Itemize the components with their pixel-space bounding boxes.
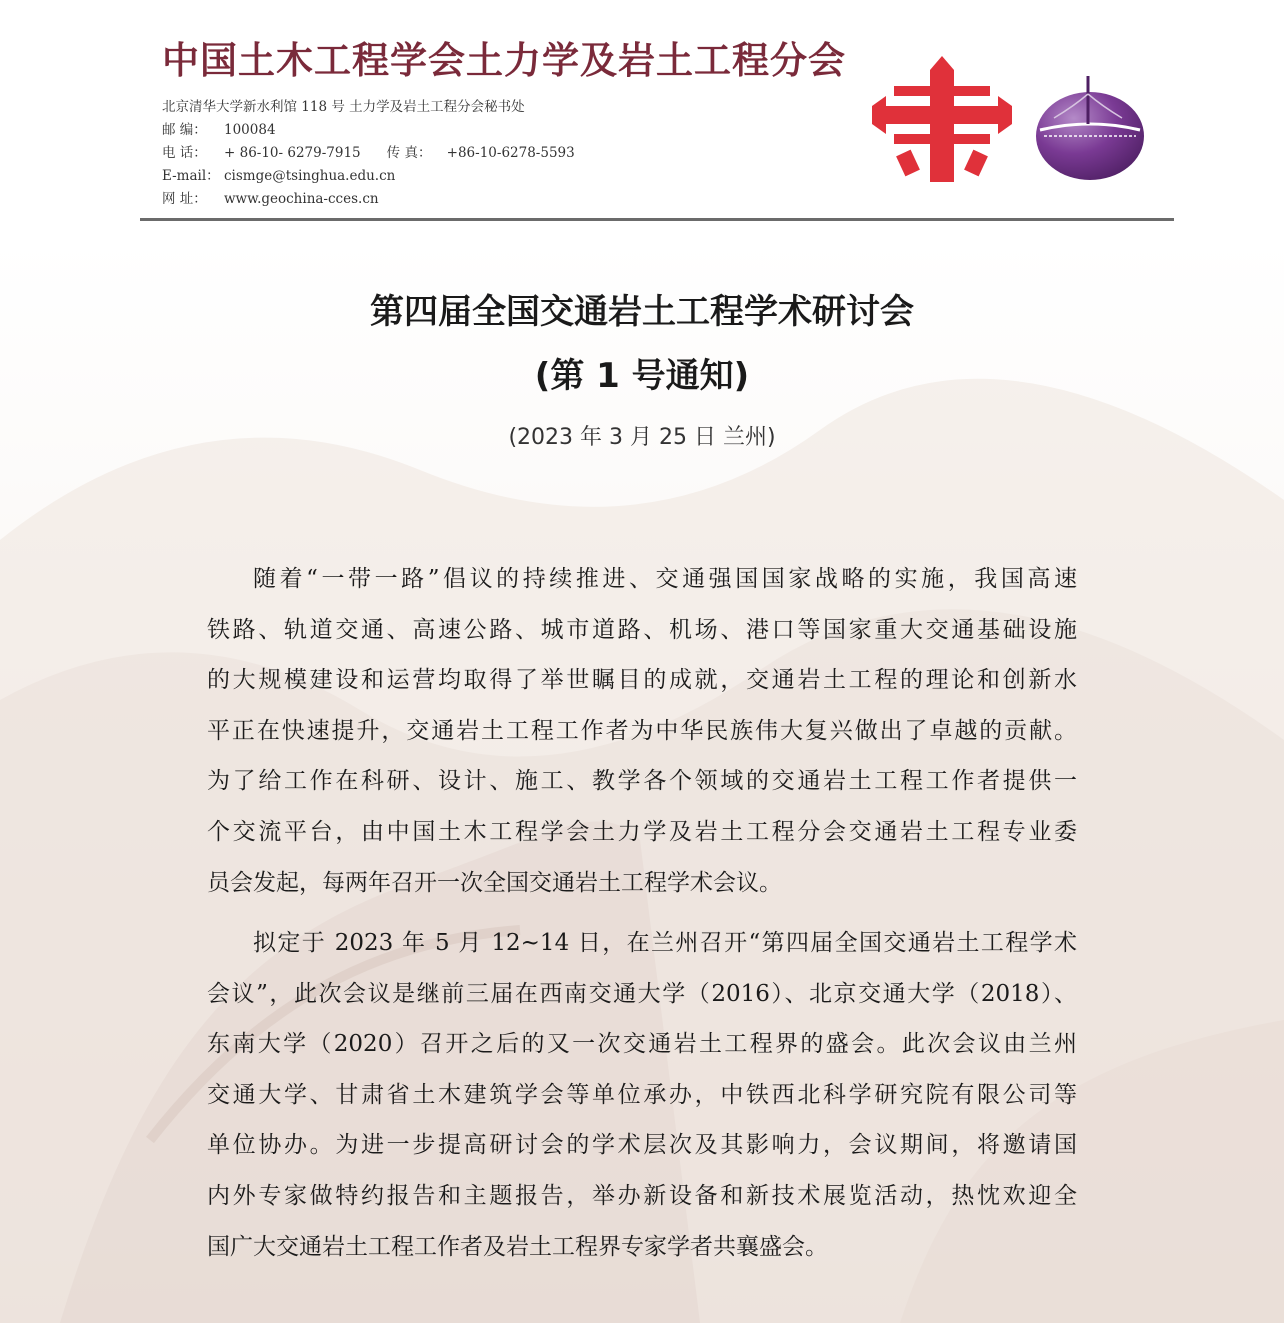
email-value: cismge@tsinghua.edu.cn	[224, 168, 396, 184]
paragraph-line: 国广大交通岩土工程工作者及岩土工程界专家学者共襄盛会。	[207, 1233, 828, 1260]
website-label: 网 址：	[162, 191, 207, 207]
notice-title: 第四届全国交通岩土工程学术研讨会	[370, 292, 914, 332]
paragraph-line: 平正在快速提升，交通岩土工程工作者为中华民族伟大复兴做出了卓越的贡献。	[207, 717, 1077, 744]
paragraph-line: 单位协办。为进一步提高研讨会的学术层次及其影响力，会议期间，将邀请国	[207, 1132, 1077, 1159]
website-row	[162, 188, 575, 211]
contact-info	[162, 96, 575, 211]
email-row	[162, 165, 575, 188]
paragraph-line: 交通大学、甘肃省土木建筑学会等单位承办，中铁西北科学研究院有限公司等	[207, 1081, 1077, 1108]
paragraph-line: 的大规模建设和运营均取得了举世瞩目的成就，交通岩土工程的理论和创新水	[207, 667, 1077, 694]
postcode-value: 100084	[224, 122, 276, 138]
organization-name: 中国土木工程学会土力学及岩土工程分会	[162, 39, 846, 82]
paragraph-line: 会议”，此次会议是继前三届在西南交通大学（2016）、北京交通大学（2018）、	[207, 980, 1077, 1007]
fax-label: 传 真：	[386, 145, 432, 161]
phone-row	[162, 142, 575, 165]
paragraph-line: 铁路、轨道交通、高速公路、城市道路、机场、港口等国家重大交通基础设施	[207, 616, 1077, 643]
postcode-row	[162, 119, 575, 142]
phone-label: 电 话：	[162, 145, 207, 161]
paragraph-line: 员会发起，每两年召开一次全国交通岩土工程学术会议。	[207, 869, 782, 896]
paragraph-line: 内外专家做特约报告和主题报告，举办新设备和新技术展览活动，热忱欢迎全	[207, 1182, 1077, 1209]
paragraph-line: 随着“一带一路”倡议的持续推进、交通强国国家战略的实施，我国高速	[253, 566, 1077, 592]
paragraph-line: 为了给工作在科研、设计、施工、教学各个领域的交通岩土工程工作者提供一	[207, 768, 1077, 795]
letterhead	[0, 0, 1284, 230]
paragraph-intro	[207, 554, 1077, 908]
postcode-label: 邮 编：	[162, 122, 207, 138]
fax-value: +86-10-6278-5593	[446, 145, 575, 161]
paragraph-meeting	[207, 918, 1077, 1272]
address: 北京清华大学新水利馆 118 号 土力学及岩土工程分会秘书处	[162, 99, 525, 115]
paragraph-line: 个交流平台，由中国土木工程学会土力学及岩土工程分会交通岩土工程专业委	[207, 818, 1077, 845]
paragraph-line: 拟定于 2023 年 5 月 12~14 日，在兰州召开“第四届全国交通岩土工程学术	[253, 930, 1077, 956]
paragraph-line: 东南大学（2020）召开之后的又一次交通岩土工程界的盛会。此次会议由兰州	[207, 1031, 1077, 1058]
notice-date: (2023 年 3 月 25 日 兰州)	[508, 425, 776, 450]
email-label: E-mail：	[162, 168, 220, 184]
society-emblem-icon	[872, 56, 1012, 182]
notice-number: (第 1 号通知)	[534, 356, 750, 396]
website-value: www.geochina-cces.cn	[224, 191, 379, 207]
geotechnical-emblem-icon	[1034, 74, 1146, 182]
phone-value: + 86-10- 6279-7915	[224, 145, 361, 161]
header-divider	[140, 218, 1174, 221]
